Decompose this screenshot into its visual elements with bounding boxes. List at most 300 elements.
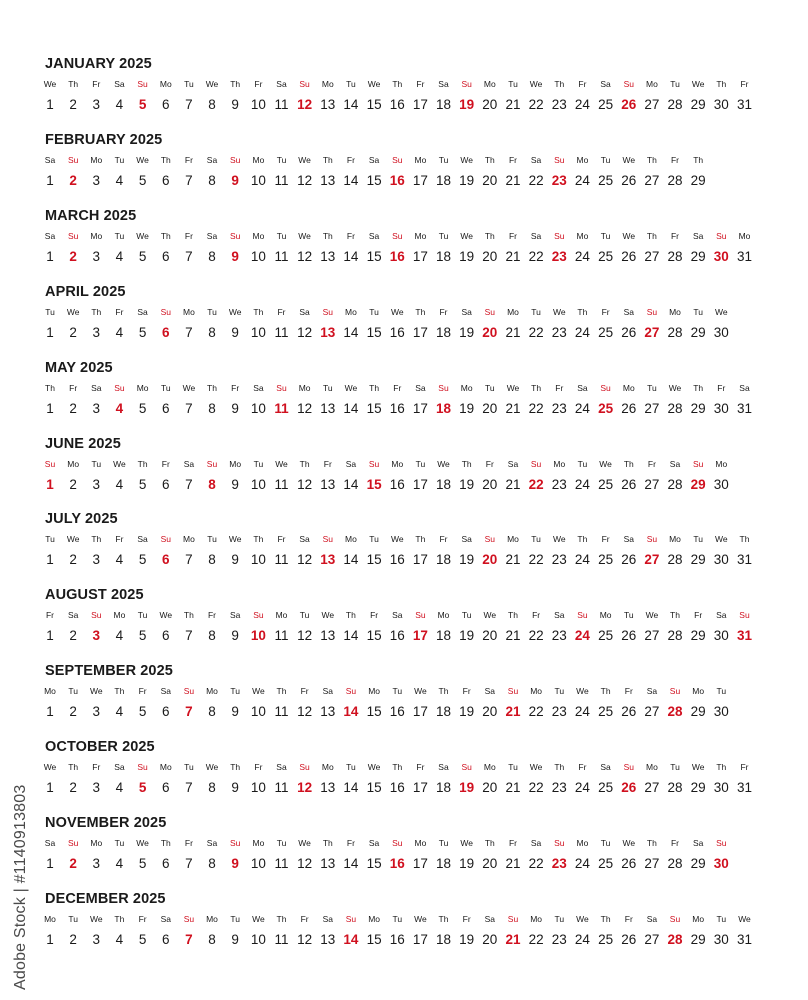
weekday-label: Th (646, 154, 657, 165)
day-number: 4 (115, 324, 124, 340)
day-number: 5 (138, 704, 147, 720)
day-number: 26 (621, 324, 637, 340)
day-number: 11 (274, 704, 289, 720)
day-number: 25 (598, 172, 614, 188)
day-number: 10 (250, 552, 266, 568)
weekday-label: Mo (136, 382, 149, 393)
weekday-label: Su (530, 458, 542, 469)
day-number: 18 (435, 856, 452, 871)
sunday-date: 11 (274, 400, 289, 416)
weekday-label: Su (137, 79, 148, 89)
day-number: 17 (412, 400, 428, 416)
weekday-label: Sa (183, 458, 195, 469)
day-number: 5 (138, 476, 147, 492)
weekday-label: Sa (461, 306, 472, 317)
weekday-label: Th (415, 534, 426, 545)
weekday-label: Tu (91, 458, 102, 469)
day-number: 14 (343, 97, 359, 112)
weekday-label: We (159, 610, 173, 621)
weekday-label: Sa (91, 382, 102, 393)
day-number: 6 (162, 400, 170, 416)
day-number: 27 (644, 400, 660, 416)
day-number: 23 (551, 400, 567, 416)
day-number: 29 (690, 172, 706, 188)
weekday-label: Mo (252, 230, 265, 241)
day-number: 30 (713, 931, 729, 947)
weekday-label: Su (692, 458, 704, 469)
day-number: 9 (231, 780, 239, 796)
weekday-label: We (43, 79, 57, 89)
weekday-label: Mo (252, 838, 265, 848)
day-number: 25 (598, 704, 614, 720)
weekday-label: Sa (646, 686, 658, 697)
weekday-label: Fr (115, 534, 124, 545)
month-title: DECEMBER 2025 (45, 890, 166, 907)
weekday-label: Fr (323, 458, 332, 469)
weekday-label: Tu (554, 913, 565, 924)
weekday-label: We (691, 79, 705, 89)
weekday-label: Tu (276, 154, 287, 165)
day-number: 28 (667, 856, 683, 871)
weekday-label: Tu (600, 154, 611, 165)
month-title: APRIL 2025 (45, 283, 126, 300)
day-number: 16 (389, 931, 405, 947)
weekday-label: Fr (92, 762, 101, 773)
weekday-label: Su (67, 154, 79, 165)
weekday-label: Su (739, 610, 750, 621)
day-number: 25 (598, 324, 614, 340)
sunday-date: 31 (736, 628, 753, 644)
weekday-label: Su (160, 306, 171, 317)
weekday-label: Tu (68, 913, 78, 924)
weekday-label: We (298, 838, 311, 848)
month-title: AUGUST 2025 (45, 587, 144, 604)
weekday-label: We (437, 458, 450, 469)
day-number: 5 (138, 628, 147, 644)
day-number: 13 (320, 476, 336, 492)
weekday-label: Fr (439, 534, 448, 545)
day-number: 14 (343, 780, 359, 796)
day-number: 24 (574, 97, 590, 112)
weekday-label: We (460, 230, 473, 241)
weekday-label: Sa (160, 686, 171, 697)
day-number: 20 (482, 628, 498, 644)
weekday-label: We (182, 382, 196, 393)
weekday-label: Th (68, 762, 79, 773)
day-number: 20 (482, 931, 498, 947)
day-number: 27 (644, 780, 660, 796)
sunday-date: 20 (482, 552, 498, 568)
weekday-label: Fr (161, 458, 170, 469)
day-number: 11 (274, 476, 289, 492)
weekday-label: Tu (716, 913, 727, 924)
weekday-label: Th (322, 838, 333, 848)
weekday-label: Su (44, 458, 56, 469)
weekday-label: Tu (600, 838, 611, 848)
day-number: 5 (138, 856, 147, 871)
day-number: 10 (250, 172, 266, 188)
weekday-label: We (66, 534, 80, 545)
day-number: 8 (208, 780, 216, 796)
day-number: 5 (138, 400, 147, 416)
weekday-label: Su (507, 913, 519, 924)
weekday-label: Sa (623, 534, 634, 545)
weekday-label: Su (91, 610, 102, 621)
weekday-label: Sa (206, 838, 218, 848)
weekday-label: Tu (346, 79, 356, 89)
weekday-label: Sa (44, 154, 56, 165)
weekday-label: We (89, 686, 103, 697)
day-number: 21 (505, 476, 521, 492)
weekday-label: Su (299, 762, 310, 773)
weekday-label: Th (392, 762, 403, 773)
day-number: 29 (690, 324, 706, 340)
day-number: 28 (667, 628, 683, 644)
day-number: 22 (528, 856, 544, 871)
weekday-label: Sa (299, 306, 310, 317)
weekday-label: Su (716, 230, 727, 241)
weekday-label: Mo (344, 534, 357, 545)
sunday-date: 25 (598, 400, 614, 416)
weekday-label: Mo (507, 534, 519, 545)
weekday-label: Fr (346, 230, 355, 241)
month-block (0, 55, 808, 131)
weekday-label: Sa (160, 913, 171, 924)
weekday-label: Mo (414, 154, 427, 165)
day-number: 11 (274, 628, 289, 644)
weekday-label: Fr (138, 686, 147, 697)
sunday-date: 21 (505, 931, 521, 947)
weekday-label: We (321, 610, 335, 621)
weekday-label: Mo (576, 154, 589, 165)
weekday-label: Tu (137, 610, 148, 621)
day-number: 2 (69, 780, 77, 796)
day-number: 31 (736, 400, 753, 416)
day-number: 18 (435, 931, 452, 947)
weekday-label: Fr (184, 154, 193, 165)
weekday-label: Th (508, 610, 518, 621)
day-number: 10 (250, 97, 266, 112)
sunday-date: 21 (505, 704, 521, 720)
sunday-date: 7 (185, 931, 193, 947)
weekday-label: Sa (461, 534, 472, 545)
weekday-label: We (367, 762, 381, 773)
weekday-label: Sa (206, 230, 218, 241)
weekday-label: Tu (322, 382, 333, 393)
weekday-label: Th (253, 534, 264, 545)
day-number: 11 (274, 324, 289, 340)
day-number: 2 (69, 931, 77, 947)
weekday-label: Mo (159, 762, 172, 773)
weekday-label: We (228, 534, 242, 545)
weekday-label: Tu (461, 610, 472, 621)
weekday-label: We (113, 458, 126, 469)
day-number: 17 (412, 248, 428, 264)
weekday-label: Mo (44, 686, 56, 697)
day-number: 4 (115, 172, 124, 188)
day-number: 8 (208, 248, 216, 264)
weekday-label: Su (253, 610, 264, 621)
weekday-label: Mo (206, 913, 218, 924)
weekday-label: Sa (623, 306, 634, 317)
day-number: 10 (250, 704, 266, 720)
weekday-label: Th (554, 762, 565, 773)
day-number: 3 (92, 856, 101, 871)
weekday-label: Tu (299, 610, 310, 621)
day-number: 11 (274, 172, 289, 188)
weekday-label: We (344, 382, 358, 393)
weekday-label: Th (207, 382, 217, 393)
weekday-label: Fr (393, 382, 402, 393)
day-number: 4 (115, 97, 124, 112)
weekday-label: Tu (670, 762, 680, 773)
day-number: 17 (412, 552, 428, 568)
day-number: 3 (92, 172, 101, 188)
sunday-date: 29 (690, 476, 706, 492)
weekday-label: Sa (530, 154, 542, 165)
weekday-label: Th (531, 382, 542, 393)
weekday-label: Fr (370, 610, 379, 621)
weekday-label: Fr (115, 306, 124, 317)
weekday-label: Sa (530, 838, 542, 848)
weekday-label: Mo (391, 458, 404, 469)
day-number: 27 (644, 628, 660, 644)
weekday-label: Su (669, 913, 681, 924)
weekday-label: Mo (252, 154, 265, 165)
day-number: 4 (115, 856, 124, 871)
weekday-label: We (43, 762, 57, 773)
day-number: 4 (115, 248, 124, 264)
weekday-label: Th (276, 913, 287, 924)
day-number: 9 (231, 628, 239, 644)
day-number: 3 (92, 248, 101, 264)
sunday-date: 14 (343, 931, 359, 947)
sunday-date: 14 (343, 704, 359, 720)
day-number: 3 (92, 324, 101, 340)
day-number: 4 (115, 931, 124, 947)
weekday-label: Fr (578, 79, 587, 89)
sunday-date: 12 (297, 97, 313, 112)
weekday-label: Tu (554, 686, 565, 697)
day-number: 11 (274, 97, 289, 112)
weekday-label: Th (670, 610, 680, 621)
day-number: 9 (231, 476, 239, 492)
day-number: 22 (528, 704, 544, 720)
day-number: 20 (482, 97, 498, 112)
weekday-label: Sa (600, 79, 611, 89)
day-number: 9 (231, 552, 239, 568)
day-number: 13 (320, 248, 336, 264)
weekday-label: Mo (669, 534, 681, 545)
day-number: 22 (528, 400, 544, 416)
month-title: MARCH 2025 (45, 207, 137, 224)
day-number: 17 (412, 931, 428, 947)
weekday-label: Tu (230, 686, 240, 697)
weekday-label: Su (438, 382, 449, 393)
day-number: 12 (297, 931, 313, 947)
weekday-label: Su (600, 382, 611, 393)
sunday-date: 10 (250, 628, 266, 644)
sunday-date: 30 (713, 856, 729, 871)
day-number: 26 (621, 172, 637, 188)
weekday-label: Su (392, 838, 403, 848)
weekday-label: We (390, 534, 404, 545)
weekday-label: Su (554, 838, 565, 848)
day-number: 16 (389, 476, 405, 492)
day-number: 24 (574, 248, 590, 264)
day-number: 7 (185, 856, 193, 871)
day-number: 5 (138, 248, 147, 264)
day-number: 4 (115, 552, 124, 568)
weekday-label: Su (646, 306, 658, 317)
weekday-label: Sa (392, 610, 403, 621)
day-number: 13 (320, 704, 336, 720)
weekday-label: Mo (715, 458, 728, 469)
day-number: 25 (598, 476, 614, 492)
sunday-date: 5 (138, 97, 147, 112)
weekday-label: Sa (67, 610, 79, 621)
weekday-label: Su (461, 79, 472, 89)
day-number: 3 (92, 704, 101, 720)
day-number: 29 (690, 400, 706, 416)
day-number: 22 (528, 97, 544, 112)
weekday-label: Tu (207, 306, 217, 317)
day-number: 24 (574, 172, 590, 188)
weekday-label: We (645, 610, 659, 621)
day-number: 20 (482, 856, 498, 871)
weekday-label: Sa (716, 610, 727, 621)
sunday-date: 23 (551, 172, 567, 188)
day-number: 8 (208, 552, 216, 568)
day-number: 12 (297, 856, 313, 871)
weekday-label: Th (693, 154, 704, 165)
day-number: 15 (366, 856, 382, 871)
day-number: 19 (459, 931, 475, 947)
day-number: 19 (459, 476, 475, 492)
day-number: 13 (320, 856, 336, 871)
weekday-label: Su (461, 762, 472, 773)
weekday-label: Tu (114, 838, 125, 848)
day-number: 19 (459, 324, 475, 340)
weekday-label: Tu (45, 306, 55, 317)
weekday-label: Th (68, 79, 79, 89)
day-number: 11 (274, 780, 289, 796)
weekday-label: Sa (554, 610, 565, 621)
sunday-date: 12 (297, 780, 313, 796)
weekday-label: Mo (738, 230, 751, 241)
weekday-label: Fr (92, 79, 101, 89)
day-number: 5 (138, 324, 147, 340)
month-block (0, 435, 808, 511)
day-number: 26 (621, 400, 637, 416)
weekday-label: Su (183, 686, 195, 697)
weekday-label: Su (229, 230, 241, 241)
weekday-label: We (576, 686, 589, 697)
sunday-date: 6 (162, 324, 170, 340)
weekday-label: Tu (693, 534, 703, 545)
weekday-label: Tu (438, 230, 449, 241)
day-number: 15 (366, 97, 382, 112)
weekday-label: Su (484, 306, 495, 317)
day-number: 23 (551, 628, 567, 644)
day-number: 21 (505, 628, 521, 644)
day-number: 27 (644, 704, 660, 720)
weekday-label: Tu (114, 154, 125, 165)
weekday-label: We (552, 534, 566, 545)
weekday-label: Fr (670, 230, 680, 241)
day-number: 25 (598, 856, 614, 871)
sunday-date: 20 (482, 324, 498, 340)
day-number: 22 (528, 628, 544, 644)
day-number: 29 (690, 248, 706, 264)
day-number: 28 (667, 248, 683, 264)
weekday-label: Th (577, 534, 588, 545)
sunday-date: 9 (231, 856, 239, 871)
weekday-label: Su (669, 686, 681, 697)
day-number: 13 (320, 172, 336, 188)
day-number: 11 (274, 856, 289, 871)
day-number: 1 (46, 628, 54, 644)
day-number: 13 (320, 97, 336, 112)
sunday-date: 30 (713, 248, 729, 264)
day-number: 28 (667, 476, 683, 492)
stock-watermark: Adobe Stock | #1140913803 (12, 784, 29, 990)
weekday-label: Fr (624, 686, 633, 697)
weekday-label: We (205, 762, 219, 773)
weekday-label: Su (137, 762, 148, 773)
weekday-label: Mo (599, 610, 612, 621)
day-number: 2 (69, 97, 77, 112)
day-number: 23 (551, 324, 567, 340)
day-number: 1 (46, 931, 54, 947)
weekday-label: Sa (507, 458, 519, 469)
day-number: 26 (621, 476, 637, 492)
day-number: 21 (505, 324, 521, 340)
weekday-label: We (252, 913, 265, 924)
weekday-label: Mo (44, 913, 56, 924)
day-number: 12 (297, 552, 313, 568)
weekday-label: Tu (438, 838, 449, 848)
day-number: 16 (389, 704, 405, 720)
weekday-label: Sa (484, 913, 495, 924)
weekday-label: We (460, 154, 473, 165)
weekday-label: Mo (90, 230, 103, 241)
weekday-label: Su (160, 534, 171, 545)
day-number: 18 (435, 780, 452, 796)
weekday-label: Th (322, 154, 333, 165)
weekday-label: Mo (414, 230, 427, 241)
day-number: 29 (690, 931, 706, 947)
sunday-date: 9 (231, 172, 239, 188)
day-number: 19 (459, 552, 475, 568)
month-block (0, 510, 808, 586)
weekday-label: Sa (739, 382, 750, 393)
weekday-label: Su (67, 838, 79, 848)
weekday-label: Mo (645, 762, 658, 773)
day-number: 28 (667, 780, 683, 796)
weekday-label: Th (322, 230, 333, 241)
weekday-label: Sa (669, 458, 681, 469)
day-number: 3 (92, 97, 101, 112)
weekday-label: Fr (508, 230, 518, 241)
sunday-date: 6 (162, 552, 170, 568)
weekday-label: Fr (254, 762, 263, 773)
day-number: 21 (505, 780, 521, 796)
day-number: 26 (621, 628, 637, 644)
day-number: 17 (412, 476, 428, 492)
weekday-label: Su (276, 382, 287, 393)
day-number: 3 (92, 931, 101, 947)
